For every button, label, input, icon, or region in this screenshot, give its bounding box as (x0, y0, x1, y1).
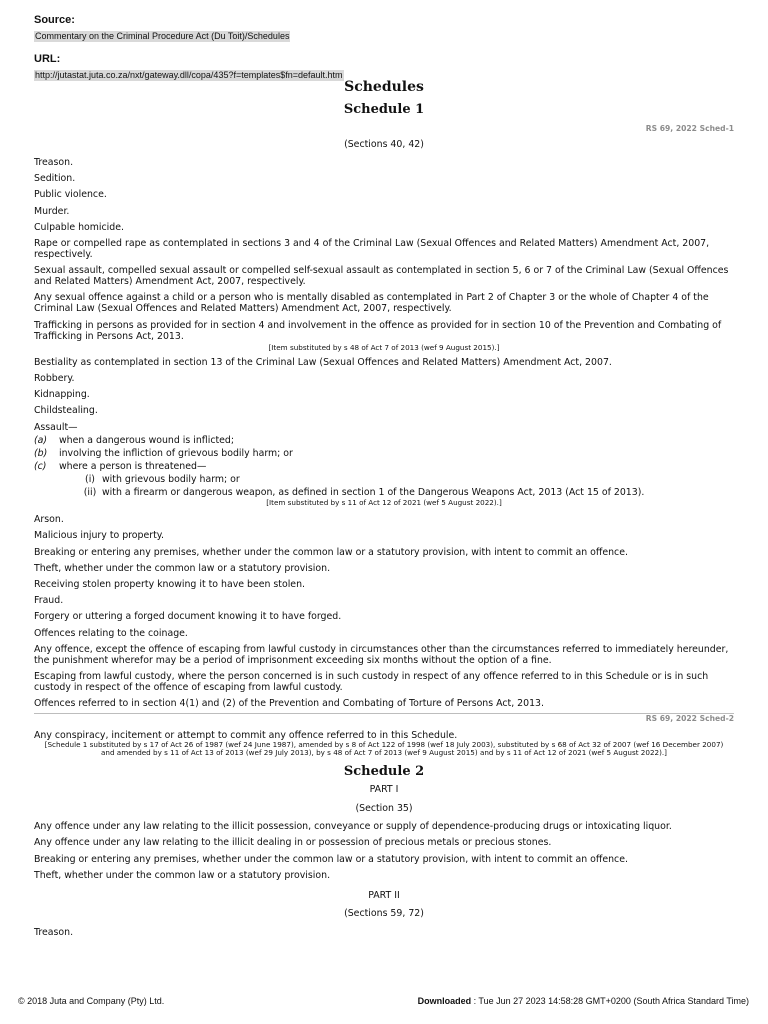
offence-item: Sedition. (34, 173, 76, 185)
offence-item: Receiving stolen property knowing it to have been stolen. (34, 579, 305, 590)
footer-download-info (418, 996, 749, 1007)
sub-label: (c) (34, 461, 47, 473)
assault-sub-a (34, 434, 734, 447)
offence-item: Breaking or entering any premises, whether under the common law or a statutory provision, with intent to commit an offence. (34, 853, 628, 865)
sub-text: when a dangerous wound is inflicted; (59, 435, 235, 447)
subsub-text: with grievous bodily harm; or (102, 474, 240, 486)
offence-item: Theft, whether under the common law or a statutory provision. (34, 869, 331, 881)
offence-item: Malicious injury to property. (34, 530, 164, 542)
offence-item: Public violence. (34, 189, 107, 201)
offence-item: Childstealing. (34, 405, 98, 417)
sub-label: (b) (34, 448, 48, 460)
schedule-2-title: Schedule 2 (343, 764, 425, 780)
amendment-note: [Item substituted by s 48 of Act 7 of 2013 (wef 9 August 2015).] (268, 342, 500, 352)
part-2-heading: PART II (368, 889, 400, 901)
offence-item: Culpable homicide. (34, 221, 124, 233)
offence-item: Robbery. (34, 372, 75, 384)
subsub-label: (ii) (83, 487, 97, 499)
rs-marker-2: RS 69, 2022 Sched-2 (645, 714, 734, 724)
offence-item: Fraud. (34, 595, 64, 607)
amendment-note: [Item substituted by s 11 of Act 12 of 2021 (wef 5 August 2022).] (266, 498, 502, 508)
offence-item: Offences referred to in section 4(1) and (2) of the Prevention and Combating of Torture of Persons Act, 2013. (34, 698, 544, 710)
schedule-1-sections: (Sections 40, 42) (344, 139, 424, 150)
document-body (34, 78, 734, 943)
assault-head: Assault— (34, 422, 78, 434)
subsub-text: with a firearm or dangerous weapon, as defined in section 1 of the Dangerous Weapons Act, 2013 (Act 15 of 2013). (102, 487, 645, 499)
offence-item: Arson. (34, 514, 64, 526)
offence-item: Rape or compelled rape as contemplated in sections 3 and 4 of the Criminal Law (Sexual Offences and Related Matters) Amendment Act, 2007, respectively. (34, 237, 710, 260)
offence-item: Trafficking in persons as provided for in section 4 and involvement in the offence as provided for in section 10 of the Prevention and Combating of Trafficking in Persons Act, 2013. (34, 319, 722, 342)
schedule-1-title: Schedule 1 (343, 102, 425, 117)
offence-item: Any offence, except the offence of escaping from lawful custody in circumstances other than the circumstances referred to immediately hereunder, the punishment wherefor may be a period of imprisonment exceeding six months without the option of a fine. (34, 643, 729, 666)
assault-sub-c-i (34, 473, 734, 486)
assault-sub-b (34, 447, 734, 460)
offence-item: Treason. (34, 926, 74, 938)
source-label: Source: (34, 14, 75, 26)
schedule-1-history-note: [Schedule 1 substituted by s 17 of Act 26 of 1987 (wef 24 June 1987), amended by s 8 of Act 122 of 1998 (wef 18 July 2003), substituted by s 68 of Act 32 of 2007 (wef 16 December 2007) and amended by s 11 of Act 13 of 2013 (wef 29 July 2013), by s 48 of Act 7 of 2013 (wef 9 August 2015) and by s 11 of Act 12 of 2021 (wef 5 August 2022).] (44, 740, 724, 758)
part-1-heading: PART I (369, 784, 399, 796)
offence-item: Escaping from lawful custody, where the person concerned is in such custody in respect of any offence referred to in this Schedule or is in such custody in respect of the offence of escaping from lawful custody. (34, 670, 709, 693)
assault-sub-c (34, 460, 734, 473)
offence-item: Forgery or uttering a forged document knowing it to have forged. (34, 611, 342, 623)
offence-item: Bestiality as contemplated in section 13 of the Criminal Law (Sexual Offences and Related Matters) Amendment Act, 2007. (34, 356, 612, 368)
downloaded-label: Downloaded (417, 996, 472, 1006)
source-value: Commentary on the Criminal Procedure Act (Du Toit)/Schedules (35, 31, 290, 41)
sub-label: (a) (34, 435, 48, 447)
conspiracy-item: Any conspiracy, incitement or attempt to commit any offence referred to in this Schedule. (34, 730, 458, 742)
offence-item: Any sexual offence against a child or a person who is mentally disabled as contemplated in Part 2 of Chapter 3 or the whole of Chapter 4 of the Criminal Law (Sexual Offences and Related Matters) Amendment Act, 2007, respectively. (34, 292, 709, 315)
sub-text: where a person is threatened— (59, 461, 207, 473)
offence-item: Theft, whether under the common law or a statutory provision. (34, 562, 331, 574)
offence-item: Breaking or entering any premises, whether under the common law or a statutory provision, with intent to commit an offence. (34, 546, 628, 558)
offence-item: Any offence under any law relating to the illicit dealing in or possession of precious metals or precious stones. (34, 837, 552, 849)
offence-item: Murder. (34, 205, 70, 217)
url-label: URL: (34, 53, 61, 65)
subsub-label: (i) (85, 474, 95, 486)
part-2-sections: (Sections 59, 72) (344, 907, 424, 919)
assault-item (34, 421, 734, 499)
offence-item: Sexual assault, compelled sexual assault or compelled self-sexual assault as contemplated in section 5, 6 or 7 of the Criminal Law (Sexual Offences and Related Matters) Amendment Act, 2007, respectively. (34, 265, 729, 288)
offence-item: Treason. (34, 157, 74, 168)
downloaded-value: : Tue Jun 27 2023 14:58:28 GMT+0200 (South Africa Standard Time) (471, 996, 749, 1006)
footer-copyright: © 2018 Juta and Company (Pty) Ltd. (18, 996, 165, 1006)
offence-item: Kidnapping. (34, 388, 90, 400)
part-1-sections: (Section 35) (355, 803, 413, 815)
url-link[interactable]: http://jutastat.juta.co.za/nxt/gateway.dll/copa/435?f=templates$fn=default.htm (35, 70, 343, 80)
offence-item: Offences relating to the coinage. (34, 627, 188, 639)
page-title: Schedules (344, 79, 424, 95)
sub-text: involving the infliction of grievous bodily harm; or (59, 448, 293, 460)
source-header (34, 14, 344, 83)
rs-marker-1: RS 69, 2022 Sched-1 (645, 124, 734, 133)
offence-item: Any offence under any law relating to the illicit possession, conveyance or supply of dependence-producing drugs or intoxicating liquor. (34, 821, 672, 833)
